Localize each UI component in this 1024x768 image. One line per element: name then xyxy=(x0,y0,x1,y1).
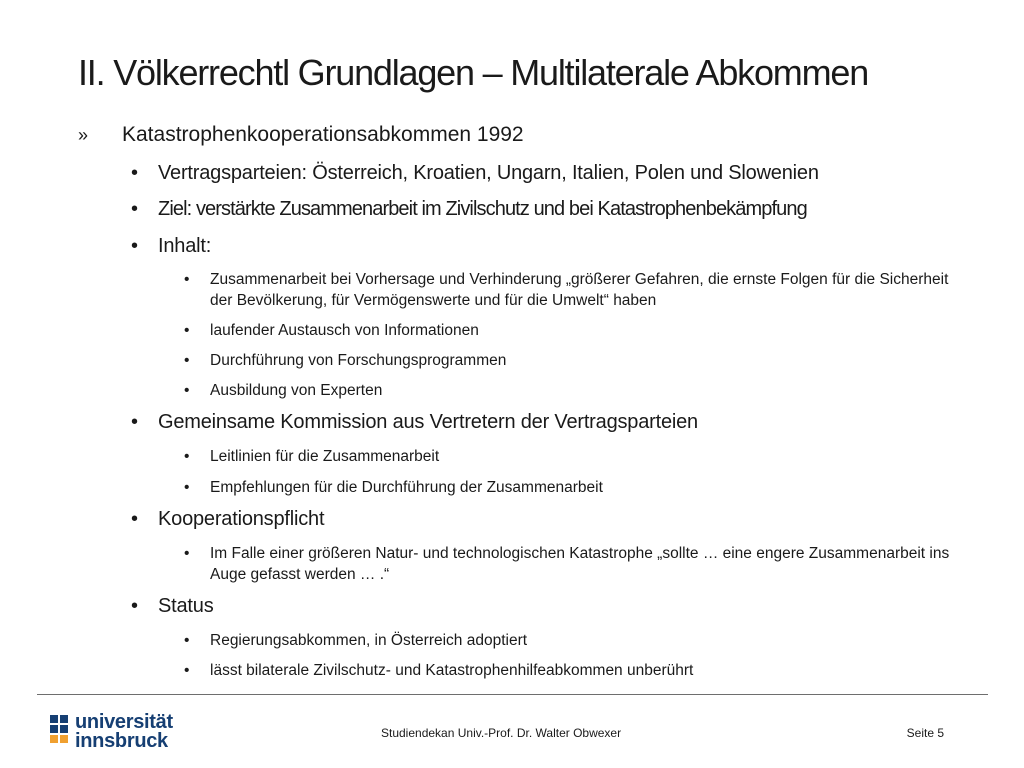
bullet-dot-icon: • xyxy=(184,545,190,562)
bullet-dot-icon: • xyxy=(184,448,190,465)
bullet-dot-icon: • xyxy=(184,632,190,649)
logo-square-icon xyxy=(60,715,68,723)
bullet-dot-icon: • xyxy=(131,235,138,257)
slide-title: II. Völkerrechtl Grundlagen – Multilaterale Abkommen xyxy=(78,52,869,93)
bullet-dot-icon: • xyxy=(184,382,190,399)
logo-square-icon xyxy=(60,735,68,743)
university-logo xyxy=(50,713,230,753)
logo-square-icon xyxy=(50,735,58,743)
sub-bullet-text: lässt bilaterale Zivilschutz- und Katastrophenhilfeabkommen unberührt xyxy=(210,662,694,679)
logo-text-line2: innsbruck xyxy=(75,730,168,752)
page-number: Seite 5 xyxy=(906,726,944,740)
sub-bullet-text: Leitlinien für die Zusammenarbeit xyxy=(210,448,440,465)
sub-bullet-text: Durchführung von Forschungsprogrammen xyxy=(210,352,507,369)
bullet-dot-icon: • xyxy=(131,595,138,617)
logo-square-icon xyxy=(50,725,58,733)
bullet-dot-icon: • xyxy=(184,662,190,679)
sub-bullet-text: Zusammenarbeit bei Vorhersage und Verhinderung „größerer Gefahren, die ernste Folgen für die Sicherheit der Bevölkerung, für Vermögenswerte und für die Umwelt“ haben xyxy=(210,271,949,309)
bullet-dot-icon: • xyxy=(131,162,138,184)
bullet-dot-icon: • xyxy=(131,508,138,530)
sub-bullet-text: Ausbildung von Experten xyxy=(210,382,383,399)
bullet-text: Inhalt: xyxy=(158,235,212,257)
bullet-text: Gemeinsame Kommission aus Vertretern der Vertragsparteien xyxy=(158,411,698,433)
sub-bullet-text: Empfehlungen für die Durchführung der Zusammenarbeit xyxy=(210,479,603,496)
bullet-text: Kooperationspflicht xyxy=(158,508,325,530)
bullet-dot-icon: • xyxy=(184,352,190,369)
main-topic-text: Katastrophenkooperationsabkommen 1992 xyxy=(122,123,524,146)
bullet-dot-icon: • xyxy=(131,198,138,220)
sub-bullet-text: Regierungsabkommen, in Österreich adoptiert xyxy=(210,632,528,649)
bullet-text: Status xyxy=(158,595,214,617)
bullet-text: Vertragsparteien: Österreich, Kroatien, Ungarn, Italien, Polen und Slowenien xyxy=(158,162,819,184)
bullet-dot-icon: • xyxy=(131,411,138,433)
bullet-dot-icon: • xyxy=(184,322,190,339)
footer-divider xyxy=(37,694,988,695)
sub-bullet-text: Im Falle einer größeren Natur- und technologischen Katastrophe „sollte … eine engere Zusammenarbeit ins Auge gefasst werden … .“ xyxy=(210,545,950,583)
logo-square-icon xyxy=(50,715,58,723)
bullet-dot-icon: • xyxy=(184,271,190,288)
footer-presenter: Studiendekan Univ.-Prof. Dr. Walter Obwexer xyxy=(381,726,622,740)
bullet-dot-icon: • xyxy=(184,479,190,496)
logo-square-icon xyxy=(60,725,68,733)
chevron-bullet-icon: » xyxy=(78,125,89,145)
bullet-text: Ziel: verstärkte Zusammenarbeit im Zivilschutz und bei Katastrophenbekämpfung xyxy=(158,198,807,220)
logo-text-line1: universität xyxy=(75,711,173,733)
sub-bullet-text: laufender Austausch von Informationen xyxy=(210,322,479,339)
main-topic xyxy=(78,123,524,147)
